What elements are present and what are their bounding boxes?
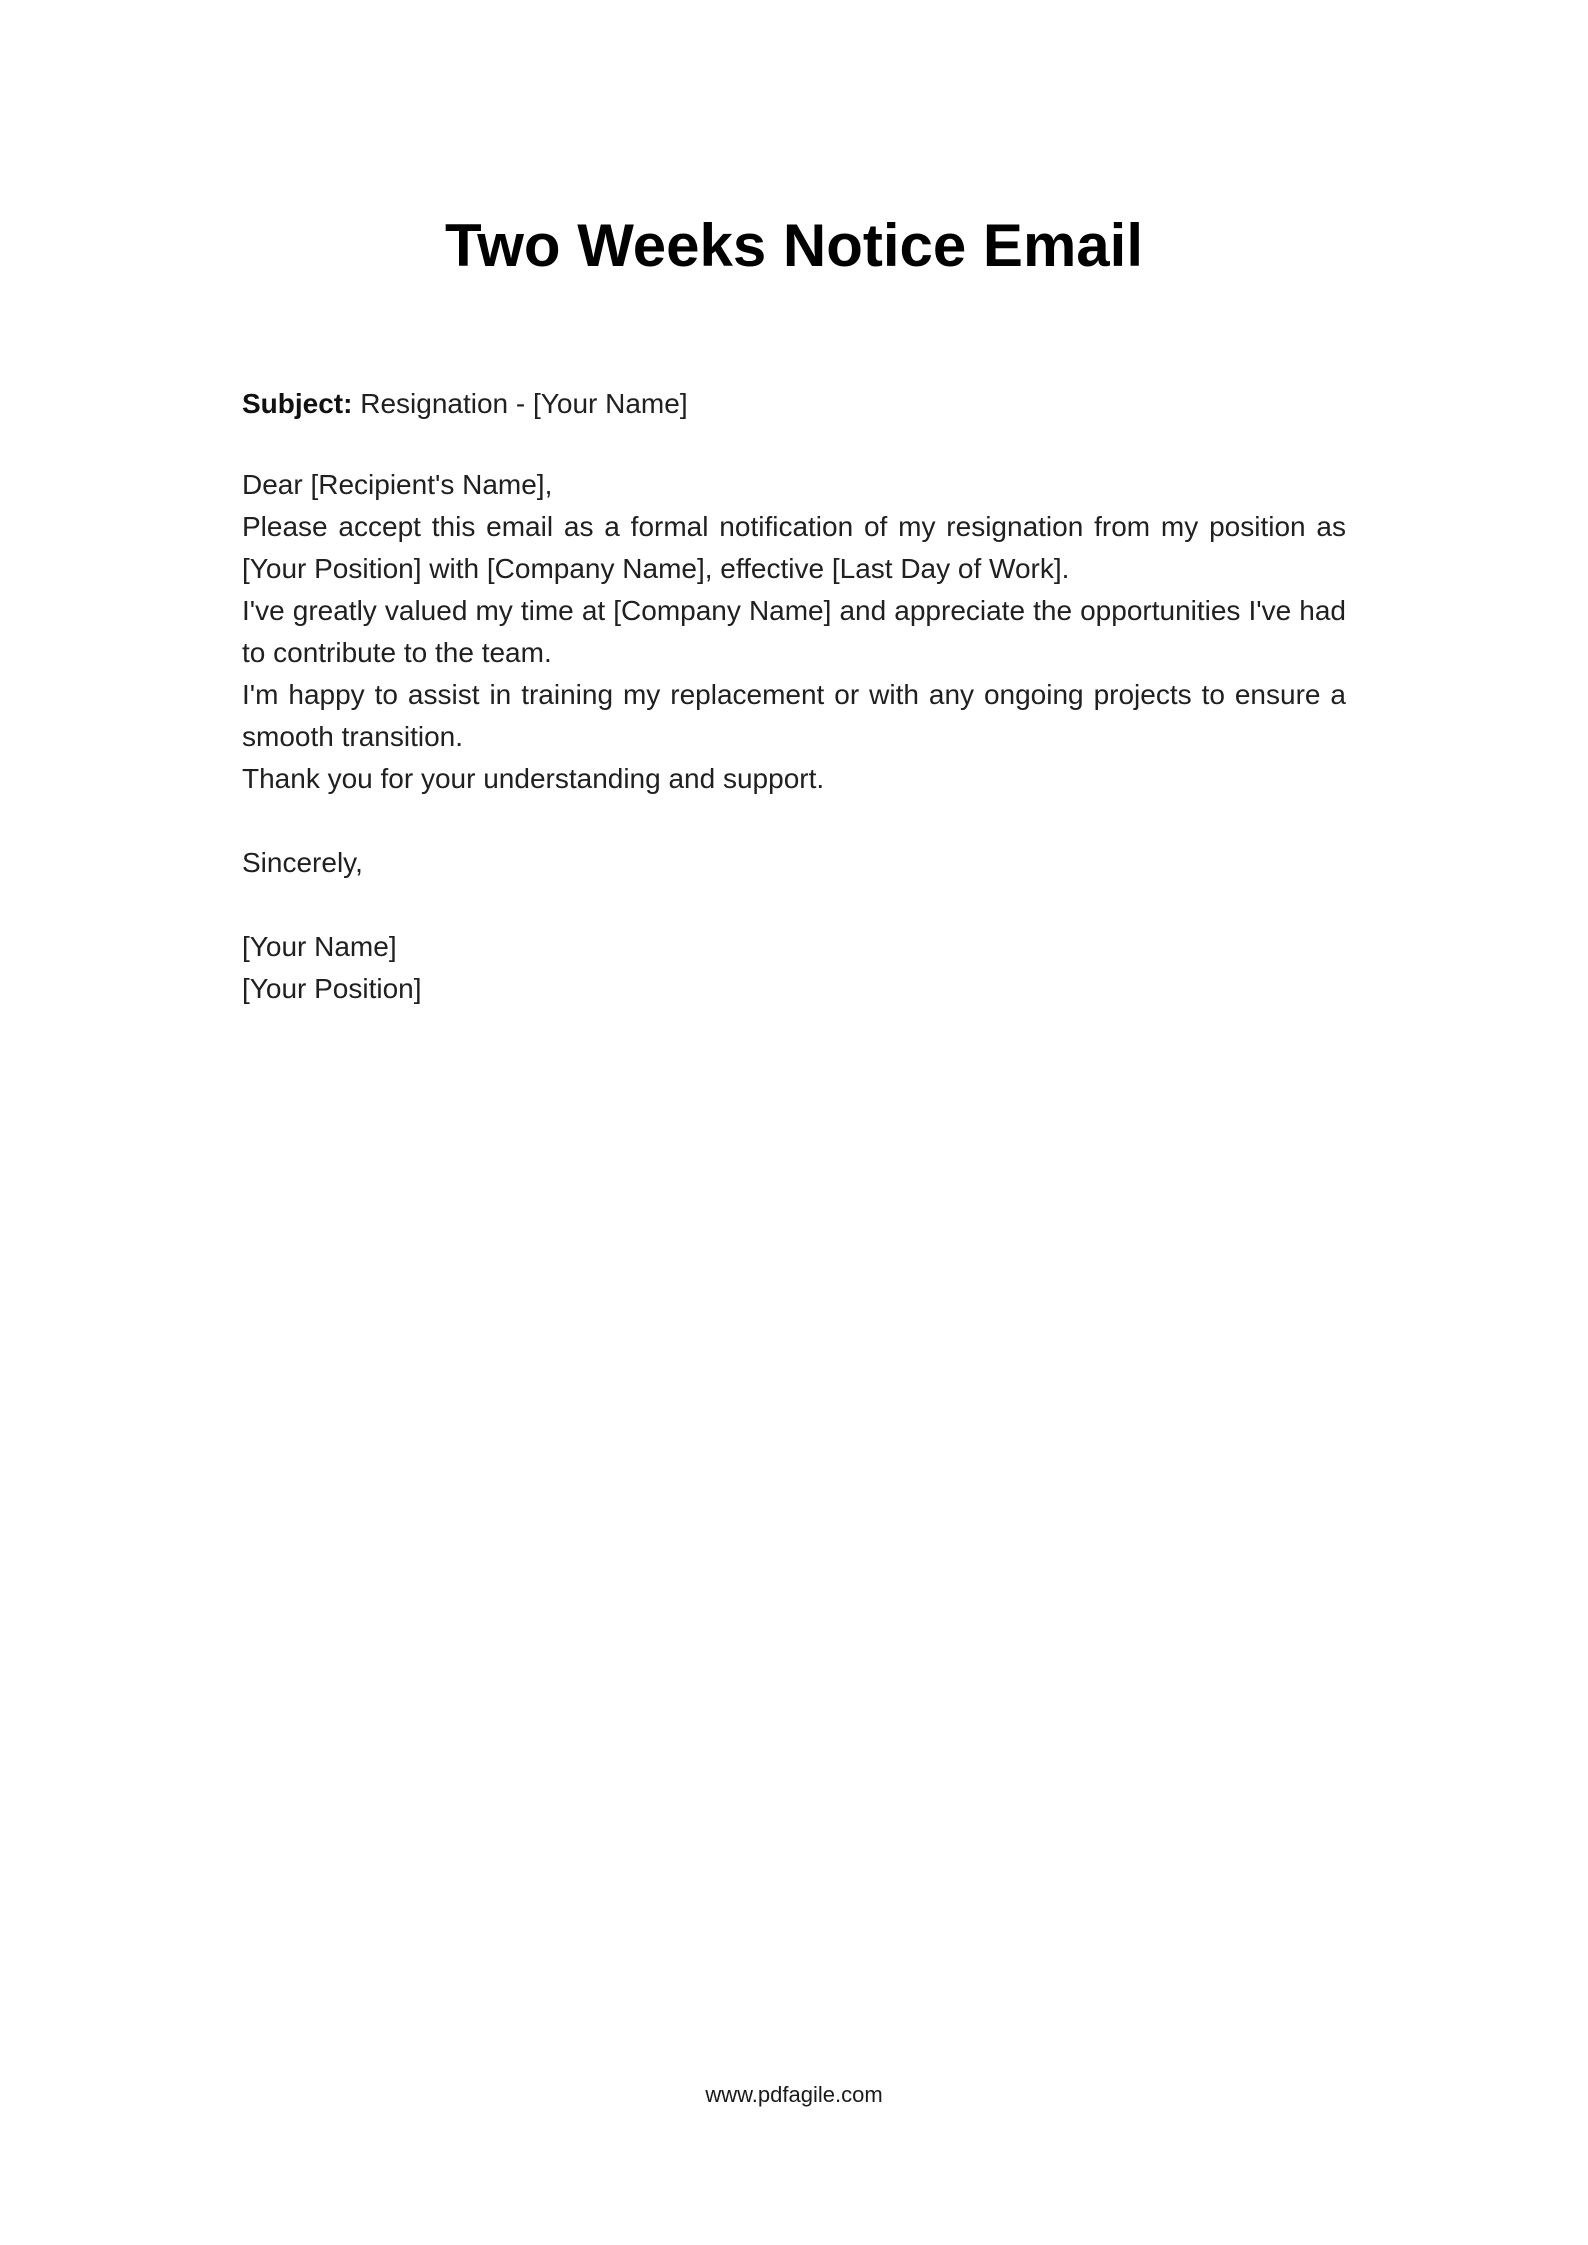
subject-label: Subject: bbox=[242, 388, 353, 419]
letter-body bbox=[242, 383, 1346, 1010]
footer-url: www.pdfagile.com bbox=[705, 2082, 883, 2107]
body-paragraph: Please accept this email as a formal notification of my resignation from my position as [Your Position] with [Company Name], effective [Last Day of Work]. bbox=[242, 511, 1346, 584]
salutation: Dear [Recipient's Name], bbox=[242, 469, 553, 500]
subject-value: Resignation - [Your Name] bbox=[360, 388, 688, 419]
body-paragraph: I've greatly valued my time at [Company Name] and appreciate the opportunities I've had to contribute to the team. bbox=[242, 595, 1346, 668]
signature-name: [Your Name] bbox=[242, 931, 397, 962]
body-paragraph: Thank you for your understanding and support. bbox=[242, 763, 825, 794]
signature-position: [Your Position] bbox=[242, 973, 422, 1004]
subject-line bbox=[242, 383, 1346, 425]
page-title: Two Weeks Notice Email bbox=[445, 212, 1143, 279]
closing: Sincerely, bbox=[242, 847, 363, 878]
body-paragraph: I'm happy to assist in training my replacement or with any ongoing projects to ensure a smooth transition. bbox=[242, 679, 1346, 752]
